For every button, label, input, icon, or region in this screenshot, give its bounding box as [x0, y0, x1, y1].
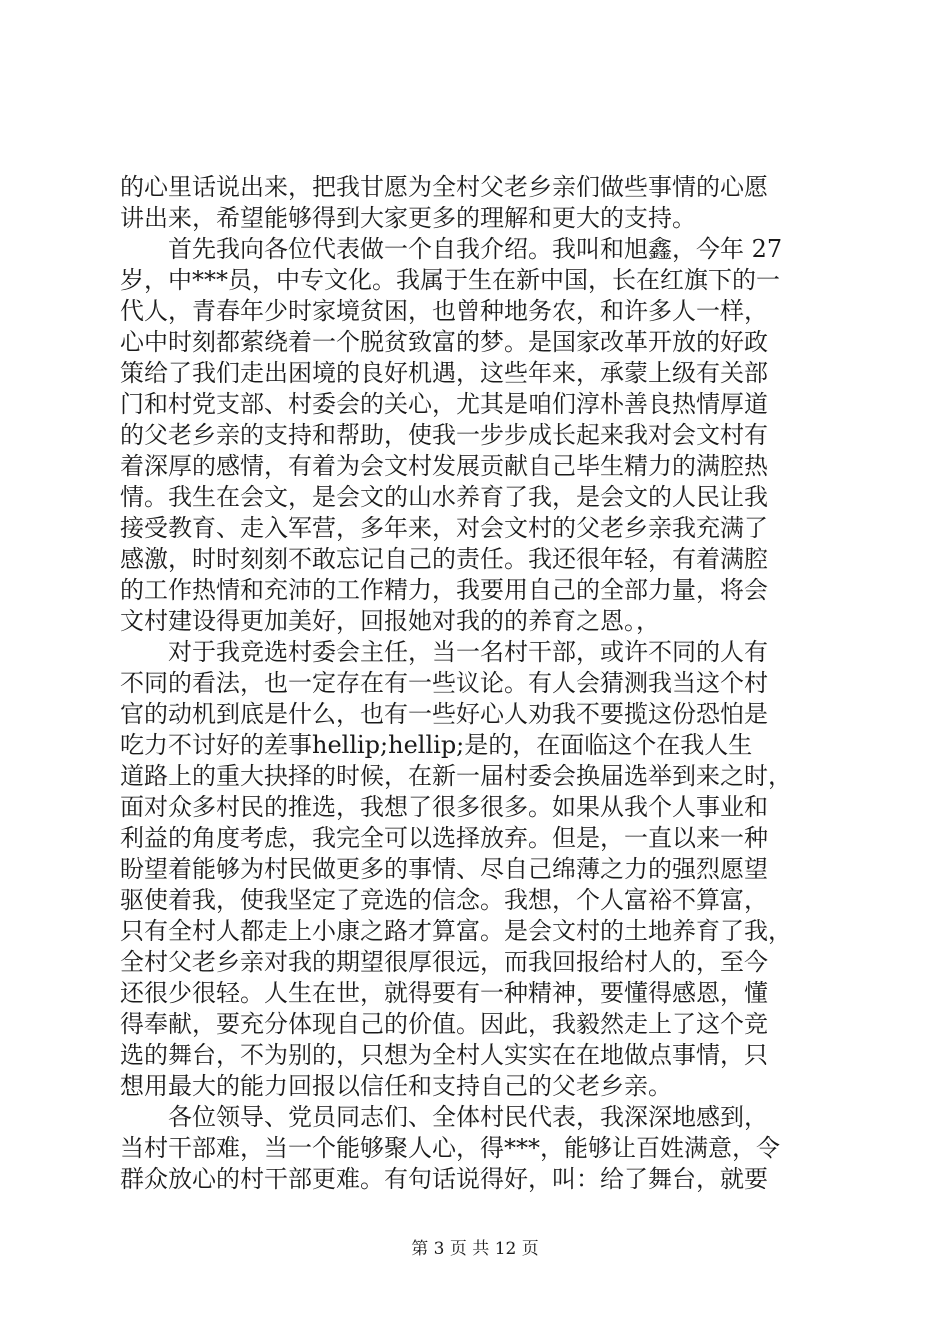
- text-line: 还很少很轻。人生在世，就得要有一种精神，要懂得感恩，懂: [120, 979, 768, 1007]
- text-line: 官的动机到底是什么，也有一些好心人劝我不要揽这份恐怕是: [120, 700, 768, 728]
- text-line: 对于我竞选村委会主任，当一名村干部，或许不同的人有: [120, 638, 768, 666]
- text-line: 讲出来，希望能够得到大家更多的理解和更大的支持。: [120, 204, 696, 232]
- text-line: 心中时刻都萦绕着一个脱贫致富的梦。是国家改革开放的好政: [120, 328, 768, 356]
- text-line: 接受教育、走入军营，多年来，对会文村的父老乡亲我充满了: [120, 514, 768, 542]
- text-line: 当村干部难，当一个能够聚人心，得***，能够让百姓满意，令: [120, 1134, 780, 1162]
- text-line: 群众放心的村干部更难。有句话说得好，叫：给了舞台，就要: [120, 1165, 768, 1193]
- text-line: 策给了我们走出困境的良好机遇，这些年来，承蒙上级有关部: [120, 359, 768, 387]
- text-line: 首先我向各位代表做一个自我介绍。我叫和旭鑫，今年 27: [120, 235, 783, 263]
- text-line: 的工作热情和充沛的工作精力，我要用自己的全部力量，将会: [120, 576, 768, 604]
- text-line: 选的舞台，不为别的，只想为全村人实实在在地做点事情，只: [120, 1041, 768, 1069]
- text-line: 利益的角度考虑，我完全可以选择放弃。但是，一直以来一种: [120, 824, 768, 852]
- body-text: [120, 172, 836, 1195]
- text-line: 想用最大的能力回报以信任和支持自己的父老乡亲。: [120, 1072, 672, 1100]
- text-line: 驱使着我，使我坚定了竞选的信念。我想，个人富裕不算富，: [120, 886, 768, 914]
- text-line: 的父老乡亲的支持和帮助，使我一步步成长起来我对会文村有: [120, 421, 768, 449]
- text-line: 道路上的重大抉择的时候，在新一届村委会换届选举到来之时，: [120, 762, 792, 790]
- text-line: 各位领导、党员同志们、全体村民代表，我深深地感到，: [120, 1103, 768, 1131]
- text-line: 感激，时时刻刻不敢忘记自己的责任。我还很年轻，有着满腔: [120, 545, 768, 573]
- text-line: 着深厚的感情，有着为会文村发展贡献自己毕生精力的满腔热: [120, 452, 768, 480]
- text-line: 的心里话说出来，把我甘愿为全村父老乡亲们做些事情的心愿: [120, 173, 768, 201]
- text-line: 代人，青春年少时家境贫困，也曾种地务农，和许多人一样，: [120, 297, 768, 325]
- text-line: 得奉献，要充分体现自己的价值。因此，我毅然走上了这个竞: [120, 1010, 768, 1038]
- text-line: 面对众多村民的推选，我想了很多很多。如果从我个人事业和: [120, 793, 768, 821]
- page-footer: 第 3 页 共 12 页: [411, 1239, 539, 1259]
- text-line: 盼望着能够为村民做更多的事情、尽自己绵薄之力的强烈愿望: [120, 855, 768, 883]
- text-line: 岁，中***员，中专文化。我属于生在新中国，长在红旗下的一: [120, 266, 780, 294]
- text-line: 全村父老乡亲对我的期望很厚很远，而我回报给村人的，至今: [120, 948, 768, 976]
- text-line: 门和村党支部、村委会的关心，尤其是咱们淳朴善良热情厚道: [120, 390, 768, 418]
- text-line: 吃力不讨好的差事hellip;hellip;是的，在面临这个在我人生: [120, 731, 753, 759]
- text-line: 不同的看法，也一定存在有一些议论。有人会猜测我当这个村: [120, 669, 768, 697]
- text-line: 只有全村人都走上小康之路才算富。是会文村的土地养育了我，: [120, 917, 792, 945]
- text-line: 文村建设得更加美好，回报她对我的的养育之恩。，: [120, 607, 660, 635]
- text-line: 情。我生在会文，是会文的山水养育了我，是会文的人民让我: [120, 483, 768, 511]
